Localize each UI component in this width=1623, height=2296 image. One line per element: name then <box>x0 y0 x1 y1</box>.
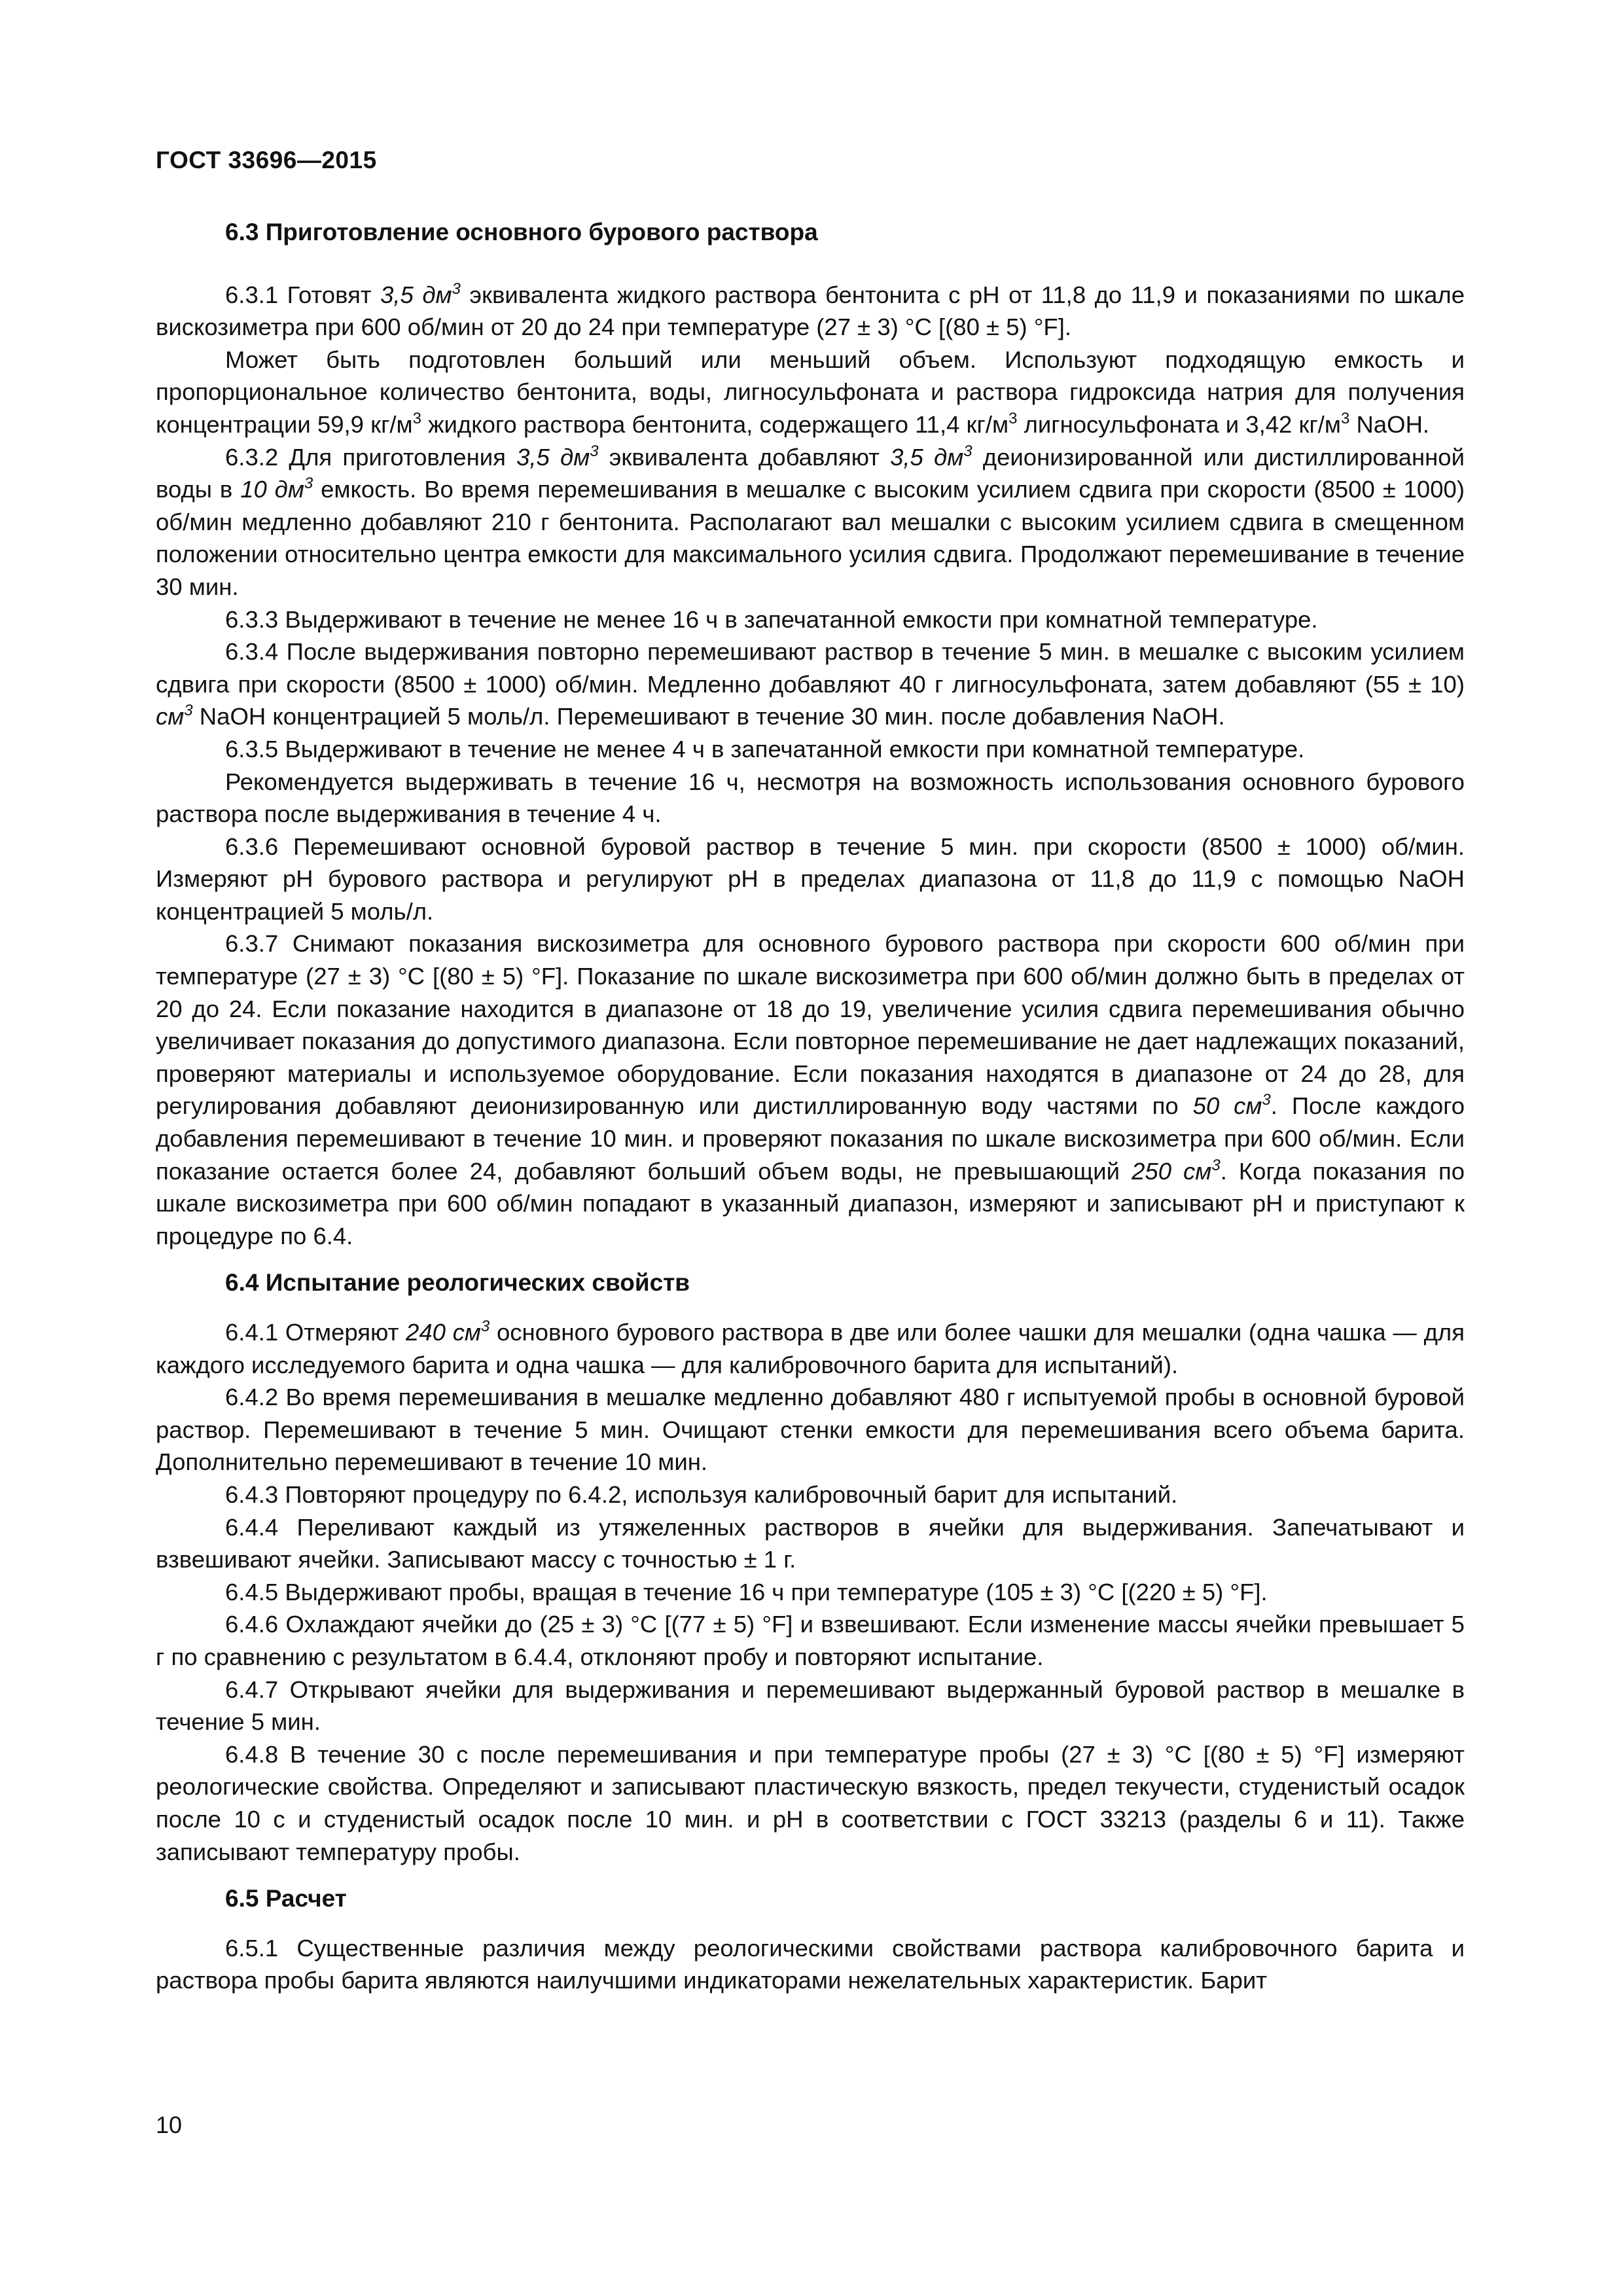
page-number: 10 <box>156 2111 183 2138</box>
paragraph-6-4-1 <box>156 1316 1465 1381</box>
text-run: 6.3.2 Для приготовления <box>225 443 517 471</box>
text-run: . Когда показания по шкале вискозиметра при 600 об/мин попадают в указанный диапазон, измеряют и записывают pH и приступают к процедуре по 6.4. <box>156 1157 1465 1249</box>
paragraph-6-4-2: 6.4.2 Во время перемешивания в мешалке медленно добавляют 480 г испытуемой пробы в основной буровой раствор. Перемешивают в течение 5 мин. Очищают стенки емкости для перемешивания всего объема барита. Дополнительно перемешивают в течение 10 мин. <box>156 1384 1465 1476</box>
paragraph-6-3-1 <box>156 279 1465 344</box>
text-run: 6.3.1 Готовят <box>225 281 381 308</box>
paragraph-6-4-6: 6.4.6 Охлаждают ячейки до (25 ± 3) °С [(77 ± 5) °F] и взвешивают. Если изменение массы ячейки превышает 5 г по сравнению с результатом в 6.4.4, отклоняют пробу и повторяют испытание. <box>156 1611 1465 1670</box>
text-run: емкость. Во время перемешивания в мешалке с высоким усилием сдвига при скорости (8500 ± 1000) об/мин медленно добавляют 210 г бентонита. Располагают вал мешалки с высоким усилием сдвига в смещенном положении относительно центра емкости для максимального усилия сдвига. Продолжают перемешивание в течение 30 мин. <box>156 476 1465 600</box>
document-body <box>156 216 1465 1997</box>
superscript: 3 <box>184 702 193 720</box>
superscript: 3 <box>590 442 599 460</box>
text-run: NaOH. <box>1349 410 1430 438</box>
superscript: 3 <box>304 475 313 493</box>
text-run-italic: 50 см <box>1192 1092 1262 1120</box>
text-run-italic: 250 см <box>1132 1157 1212 1185</box>
text-run: 6.4.1 Отмеряют <box>225 1319 406 1346</box>
text-run: лигносульфоната и 3,42 кг/м <box>1017 410 1342 438</box>
paragraph-6-3-7 <box>156 927 1465 1252</box>
superscript: 3 <box>480 1318 490 1335</box>
paragraph-6-4-4: 6.4.4 Переливают каждый из утяжеленных растворов в ячейки для выдерживания. Запечатывают и взвешивают ячейки. Записывают массу с точностью ± 1 г. <box>156 1513 1465 1573</box>
paragraph-6-4-8: 6.4.8 В течение 30 с после перемешивания и при температуре пробы (27 ± 3) °С [(80 ± 5) °F] измеряют реологические свойства. Определяют и записывают пластическую вязкость, предел текучести, студенистый осадок после 10 с и студенистый осадок после 10 мин. и pH в соответствии с ГОСТ 33213 (разделы 6 и 11). Также записывают температуру пробы. <box>156 1740 1465 1865</box>
text-run: NaOH концентрацией 5 моль/л. Перемешивают в течение 30 мин. после добавления NaOH. <box>192 703 1225 730</box>
text-run-italic: см <box>156 703 185 730</box>
document-header: ГОСТ 33696—2015 <box>156 147 377 173</box>
superscript: 3 <box>452 279 461 298</box>
text-run: 6.3.7 Снимают показания вискозиметра для основного бурового раствора при скорости 600 об/мин при температуре (27 ± 3) °С [(80 ± 5) °F]. Показание по шкале вискозиметра при 600 об/мин должно быть в пределах от 20 до 24. Если показание находится в диапазоне от 18 до 19, увеличение усилия сдвига перемешивания обычно увеличивает показания до допустимого диапазона. Если повторное перемешивание не дает надлежащих показаний, проверяют материалы и используемое оборудование. Если показания находятся в диапазоне от 24 до 28, для регулирования добавляют деионизированную или дистиллированную воду частями по <box>156 930 1465 1120</box>
paragraph-6-4-7: 6.4.7 Открывают ячейки для выдерживания и перемешивают выдержанный буровой раствор в мешалке в течение 5 мин. <box>156 1676 1465 1736</box>
paragraph-6-5-1: 6.5.1 Существенные различия между реологическими свойствами раствора калибровочного барита и раствора пробы барита являются наилучшими индикаторами нежелательных характеристик. Барит <box>156 1934 1465 1994</box>
text-run: эквивалента добавляют <box>598 443 891 471</box>
section-heading-6-4: 6.4 Испытание реологических свойств <box>225 1269 690 1297</box>
section-heading-6-5: 6.5 Расчет <box>225 1885 347 1912</box>
paragraph-6-3-5-note: Рекомендуется выдерживать в течение 16 ч, несмотря на возможность использования основного бурового раствора после выдерживания в течение 4 ч. <box>156 768 1465 828</box>
paragraph-6-3-5: 6.3.5 Выдерживают в течение не менее 4 ч в запечатанной емкости при комнатной температуре. <box>225 735 1305 762</box>
superscript: 3 <box>1008 409 1018 427</box>
paragraph-6-3-6: 6.3.6 Перемешивают основной буровой раствор в течение 5 мин. при скорости (8500 ± 1000) об/мин. Измеряют pH бурового раствора и регулируют pH в пределах диапазона от 11,8 до 11,9 с помощью NaOH концентрацией 5 моль/л. <box>156 833 1465 925</box>
paragraph-6-3-2 <box>156 441 1465 603</box>
text-run: жидкого раствора бентонита, содержащего 11,4 кг/м <box>421 410 1009 438</box>
text-run-italic: 3,5 дм <box>516 443 590 471</box>
text-run: деионизированной или дистиллированной воды в <box>156 443 1465 503</box>
text-run-italic: 10 дм <box>240 476 304 503</box>
superscript: 3 <box>1341 409 1350 427</box>
superscript: 3 <box>963 442 972 460</box>
text-run: основного бурового раствора в две или более чашки для мешалки (одна чашка — для каждого исследуемого барита и одна чашка — для калибровочного барита для испытаний). <box>156 1319 1465 1378</box>
paragraph-6-3-3: 6.3.3 Выдерживают в течение не менее 16 ч в запечатанной емкости при комнатной температуре. <box>225 605 1318 633</box>
section-heading-6-3: 6.3 Приготовление основного бурового раствора <box>225 219 818 245</box>
paragraph-6-3-4 <box>156 636 1465 733</box>
text-run: Может быть подготовлен больший или меньший объем. Используют подходящую емкость и пропорциональное количество бентонита, воды, лигносульфоната и раствора гидроксида натрия для получения концентрации 59,9 кг/м <box>156 346 1465 438</box>
text-run: 6.3.4 После выдерживания повторно перемешивают раствор в течение 5 мин. в мешалке с высоким усилием сдвига при скорости (8500 ± 1000) об/мин. Медленно добавляют 40 г лигносульфоната, затем добавляют (55 ± 10) <box>156 638 1465 698</box>
paragraph-6-4-3: 6.4.3 Повторяют процедуру по 6.4.2, используя калибровочный барит для испытаний. <box>225 1480 1178 1508</box>
paragraph-6-4-5: 6.4.5 Выдерживают пробы, вращая в течение 16 ч при температуре (105 ± 3) °С [(220 ± 5) °F]. <box>225 1578 1268 1605</box>
paragraph-6-3-1-note <box>156 344 1465 441</box>
superscript: 3 <box>1211 1156 1221 1174</box>
superscript: 3 <box>1262 1091 1271 1109</box>
text-run: эквивалента жидкого раствора бентонита с pH от 11,8 до 11,9 и показаниями по шкале вискозиметра при 600 об/мин от 20 до 24 при температуре (27 ± 3) °С [(80 ± 5) °F]. <box>156 281 1465 341</box>
text-run-italic: 3,5 дм <box>890 443 964 471</box>
text-run: . После каждого добавления перемешивают в течение 10 мин. и проверяют показания по шкале вискозиметра при 600 об/мин. Если показание остается более 24, добавляют больший объем воды, не превышающий <box>156 1092 1465 1185</box>
text-run-italic: 3,5 дм <box>380 281 452 308</box>
superscript: 3 <box>412 409 421 427</box>
text-run-italic: 240 см <box>406 1319 481 1346</box>
